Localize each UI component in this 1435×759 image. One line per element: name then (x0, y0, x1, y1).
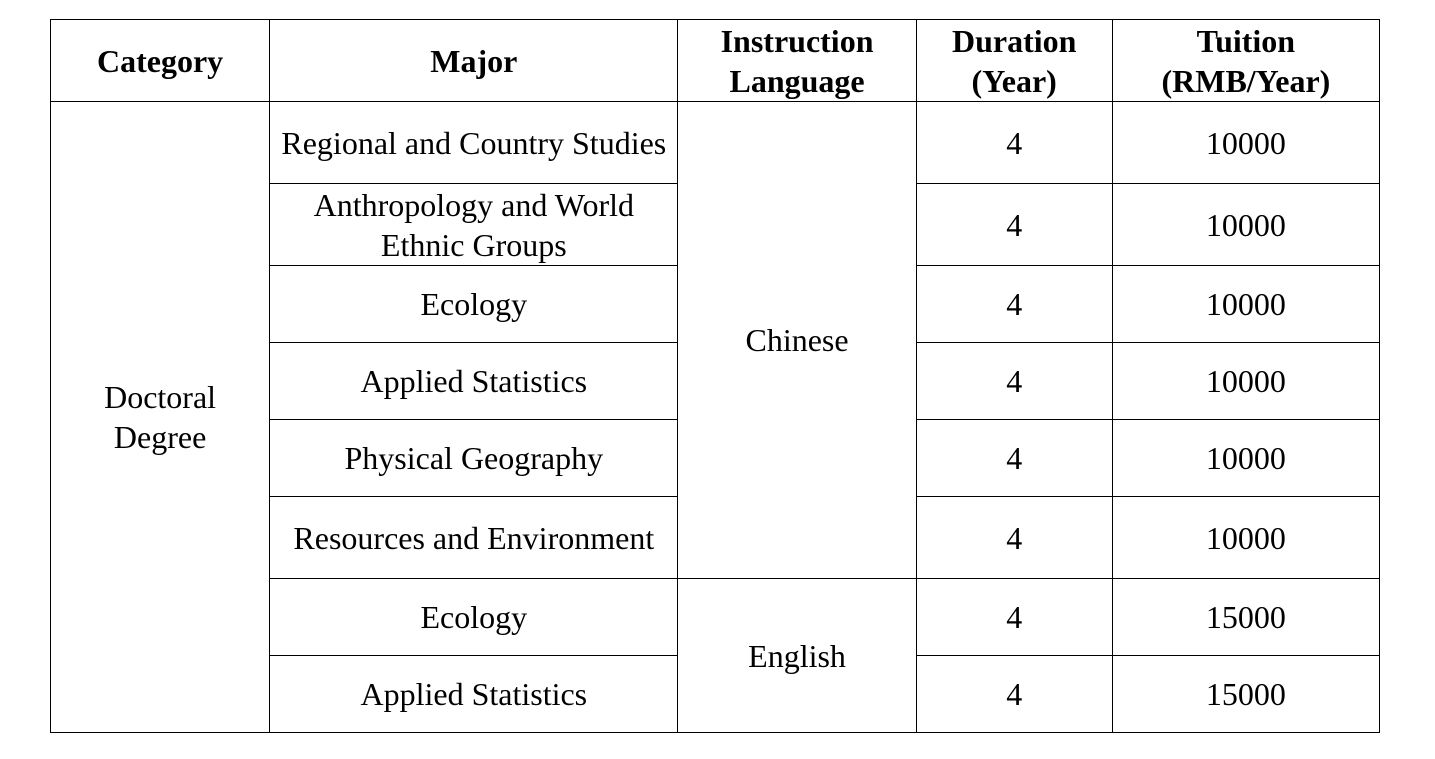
tuition-cell: 10000 (1112, 102, 1379, 184)
header-category: Category (51, 20, 270, 102)
language-cell-chinese: Chinese (678, 102, 916, 579)
major-cell: Resources and Environment (270, 497, 678, 579)
header-major: Major (270, 20, 678, 102)
language-cell-english: English (678, 579, 916, 733)
tuition-cell: 15000 (1112, 579, 1379, 656)
major-cell: Ecology (270, 579, 678, 656)
duration-cell: 4 (916, 343, 1112, 420)
major-cell: Ecology (270, 266, 678, 343)
header-instruction-language: Instruction Language (678, 20, 916, 102)
tuition-table (50, 19, 1380, 733)
major-cell: Anthropology and World Ethnic Groups (270, 184, 678, 266)
major-cell: Applied Statistics (270, 343, 678, 420)
duration-cell: 4 (916, 497, 1112, 579)
header-row (51, 20, 1380, 102)
category-cell: Doctoral Degree (51, 102, 270, 733)
tuition-cell: 10000 (1112, 497, 1379, 579)
header-tuition: Tuition (RMB/Year) (1112, 20, 1379, 102)
duration-cell: 4 (916, 102, 1112, 184)
duration-cell: 4 (916, 266, 1112, 343)
tuition-cell: 10000 (1112, 184, 1379, 266)
tuition-cell: 10000 (1112, 420, 1379, 497)
duration-cell: 4 (916, 579, 1112, 656)
major-cell: Physical Geography (270, 420, 678, 497)
duration-cell: 4 (916, 420, 1112, 497)
tuition-cell: 10000 (1112, 343, 1379, 420)
major-cell: Applied Statistics (270, 656, 678, 733)
tuition-cell: 15000 (1112, 656, 1379, 733)
table-row (51, 102, 1380, 184)
duration-cell: 4 (916, 656, 1112, 733)
major-cell: Regional and Country Studies (270, 102, 678, 184)
duration-cell: 4 (916, 184, 1112, 266)
header-duration: Duration (Year) (916, 20, 1112, 102)
tuition-cell: 10000 (1112, 266, 1379, 343)
